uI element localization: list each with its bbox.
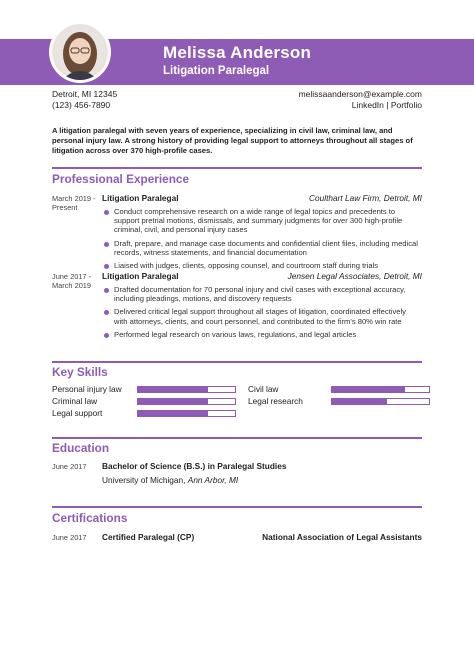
skill-bar-fill	[332, 399, 387, 404]
skill-label: Civil law	[248, 384, 279, 394]
job-title: Litigation Paralegal	[102, 193, 179, 203]
job-bullet: Drafted documentation for 70 personal injury and civil cases with exceptional accuracy, including pleadings, motions, and discovery requests	[102, 285, 420, 303]
certifications-rule	[52, 506, 422, 508]
skills-heading: Key Skills	[52, 365, 108, 379]
school-name: University of Michigan,	[102, 475, 186, 485]
job-bullets	[102, 207, 420, 274]
job-bullet: Performed legal research on various laws, regulations, and legal articles	[102, 330, 420, 339]
job-title: Litigation Paralegal	[102, 271, 179, 281]
candidate-name: Melissa Anderson	[163, 43, 312, 62]
profile-links[interactable]: LinkedIn | Portfolio	[351, 100, 422, 110]
contact-left	[52, 89, 117, 111]
skill-bar-fill	[138, 399, 208, 404]
certification-org: National Association of Legal Assistants	[262, 532, 422, 542]
avatar	[52, 24, 108, 80]
email-link[interactable]: melissaanderson@example.com	[298, 89, 422, 99]
job-bullet: Draft, prepare, and manage case documents and confidential client files, including medical records, witness statements, and financial documentation	[102, 239, 420, 257]
job-dates: March 2019 - Present	[52, 194, 96, 212]
location-text: Detroit, MI 12345	[52, 89, 118, 99]
certification-date: June 2017	[52, 533, 87, 542]
contact-right	[299, 89, 422, 111]
skill-bar-fill	[138, 387, 208, 392]
summary-text: A litigation paralegal with seven years of experience, specializing in civil law, criminal law, and personal injury law. A strong history of providing legal support to attorneys throughout all stages of litigation across over 370 high-profile cases.	[52, 126, 413, 155]
profile-photo	[52, 24, 108, 80]
job-dates: June 2017 - March 2019	[52, 272, 92, 290]
phone-text[interactable]: (123) 456-7890	[52, 100, 111, 110]
job-bullet: Conduct comprehensive research on a wide range of legal topics and precedents to support pretrial motions, dismissals, and summary judgments for over 300 high-profile criminal, civil, and personal injury cases	[102, 207, 420, 235]
skill-bar	[331, 386, 430, 393]
job-bullets	[102, 285, 420, 343]
skill-label: Personal injury law	[52, 384, 122, 394]
experience-heading: Professional Experience	[52, 172, 190, 186]
skill-bar	[331, 398, 430, 405]
education-date: June 2017	[52, 462, 87, 471]
school-location: Ann Arbor, MI	[187, 475, 239, 485]
skill-bar	[137, 386, 236, 393]
skill-bar	[137, 398, 236, 405]
skill-bar	[137, 410, 236, 417]
job-bullet: Liaised with judges, clients, opposing counsel, and courtroom staff during trials	[102, 261, 420, 270]
education-rule	[52, 437, 422, 439]
skill-bar-fill	[332, 387, 405, 392]
job-company: Jensen Legal Associates, Detroit, MI	[287, 271, 422, 281]
job-company: Coulthart Law Firm, Detroit, MI	[309, 193, 422, 203]
education-degree: Bachelor of Science (B.S.) in Paralegal Studies	[102, 461, 287, 471]
skill-label: Legal support	[52, 408, 103, 418]
experience-rule	[52, 167, 422, 169]
job-bullet: Delivered critical legal support throughout all stages of litigation, coordinated effectively with attorneys, clients, and court personnel, and contributed to the firm's 80% win rate	[102, 307, 420, 325]
education-school	[102, 475, 238, 485]
certifications-heading: Certifications	[52, 511, 128, 525]
skills-rule	[52, 361, 422, 363]
skill-bar-fill	[138, 411, 208, 416]
education-heading: Education	[52, 441, 110, 455]
candidate-title: Litigation Paralegal	[163, 65, 270, 77]
skill-label: Legal research	[248, 396, 303, 406]
skill-label: Criminal law	[52, 396, 98, 406]
certification-name: Certified Paralegal (CP)	[102, 532, 195, 542]
